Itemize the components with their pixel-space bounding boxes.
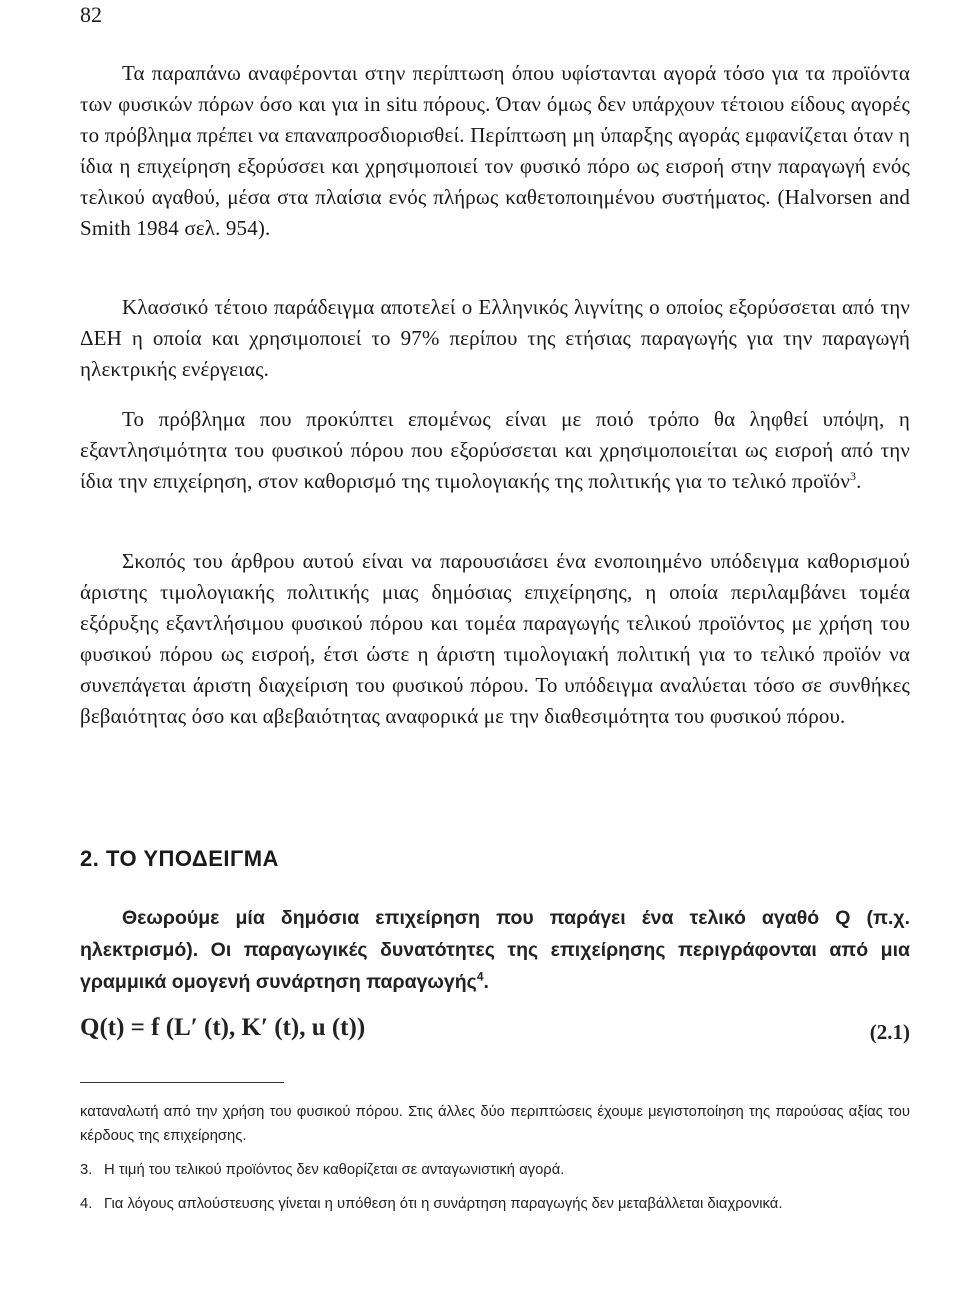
footnote-ref-3[interactable]: 3 [849,469,857,483]
footnote-number: 4. [80,1196,93,1212]
footnote-3 [80,1158,910,1182]
equation-2-1 [80,1010,910,1050]
footnote-text: Η τιμή του τελικού προϊόντος δεν καθορίζεται σε ανταγωνιστική αγορά. [104,1162,565,1178]
paragraph-1 [80,58,910,244]
footnote-4 [80,1192,910,1216]
paragraph-text: Σκοπός του άρθρου αυτού είναι να παρουσιάσει ένα ενοποιημένο υπόδειγμα καθορισμού άριστης τιμολογιακής πολιτικής μιας δημόσιας επιχείρησης, η οποία περιλαμβάνει τομέα εξόρυξης εξαντλήσιμου φυσικού πόρου και τομέα παραγωγής τελικού προϊόντος με χρήση του φυσικού πόρου ως εισροή, έτσι ώστε η άριστη τιμολογιακή πολιτική για το τελικό προϊόν να συνεπάγεται άριστη διαχείριση του φυσικού πόρου. Το υπόδειγμα αναλύεται τόσο σε συνθήκες βεβαιότητας όσο και αβεβαιότητας αναφορικά με την διαθεσιμότητα του φυσικού πόρου. [80,549,910,728]
paragraph-text [80,404,910,497]
sentence-end: . [856,469,862,493]
section-intro [80,902,910,998]
sentence-end: . [483,971,489,993]
section-intro-text: Θεωρούμε μία δημόσια επιχείρηση που παράγει ένα τελικό αγαθό Q (π.χ. ηλεκτρισμό). Οι παραγωγικές δυνατότητες της επιχείρησης περιγράφονται από μια γραμμικά ομογενή συνάρτηση παραγωγής [80,907,910,993]
footnote-ref-4[interactable]: 4 [476,969,484,984]
paragraph-2 [80,292,910,385]
paragraph-text: Τα παραπάνω αναφέρονται στην περίπτωση όπου υφίστανται αγορά τόσο για τα προϊόντα των φυσικών πόρων όσο και για in situ πόρους. Όταν όμως δεν υπάρχουν τέτοιου είδους αγορές το πρόβλημα πρέπει να επαναπροσδιορισθεί. Περίπτωση μη ύπαρξης αγοράς εμφανίζεται όταν η ίδια η επιχείρηση εξορύσσει και χρησιμοποιεί τον φυσικό πόρο ως εισροή στην παραγωγή ενός τελικού αγαθού, μέσα στα πλαίσια ενός πλήρως καθετοποιημένου συστήματος. (Halvorsen and Smith 1984 σελ. 954). [80,61,910,240]
equation-expression: Q(t) = f (L′ (t), K′ (t), u (t)) [80,1014,366,1041]
footnote-divider [80,1082,284,1083]
section-heading: 2. ΤΟ ΥΠΟΔΕΙΓΜΑ [80,846,279,871]
footnote-continuation: καταναλωτή από την χρήση του φυσικού πόρου. Στις άλλες δύο περιπτώσεις έχουμε μεγιστοποίηση της παρούσας αξίας του κέρδους της επιχείρησης. [80,1104,910,1144]
footnote-text: Για λόγους απλούστευσης γίνεται η υπόθεση ότι η συνάρτηση παραγωγής δεν μεταβάλλεται διαχρονικά. [104,1196,783,1212]
paragraph-4 [80,546,910,732]
equation-number: (2.1) [869,1020,910,1044]
footnotes [80,1100,910,1216]
footnote-number: 3. [80,1162,93,1178]
section-intro-paragraph [80,902,910,998]
paragraph-3-text: Το πρόβλημα που προκύπτει επομένως είναι με ποιό τρόπο θα ληφθεί υπόψη, η εξαντλησιμότητα του φυσικού πόρου που εξορύσσεται και χρησιμοποιείται ως εισροή από την ίδια την επιχείρηση, στον καθορισμό της τιμολογιακής της πολιτικής για το τελικό προϊόν [80,407,910,493]
paragraph-3 [80,404,910,497]
paragraph-text: Κλασσικό τέτοιο παράδειγμα αποτελεί ο Ελληνικός λιγνίτης ο οποίος εξορύσσεται από την ΔΕΗ η οποία και χρησιμοποιεί το 97% περίπου της ετήσιας παραγωγής για την παραγωγή ηλεκτρικής ενέργειας. [80,295,910,381]
page-number: 82 [80,2,102,27]
